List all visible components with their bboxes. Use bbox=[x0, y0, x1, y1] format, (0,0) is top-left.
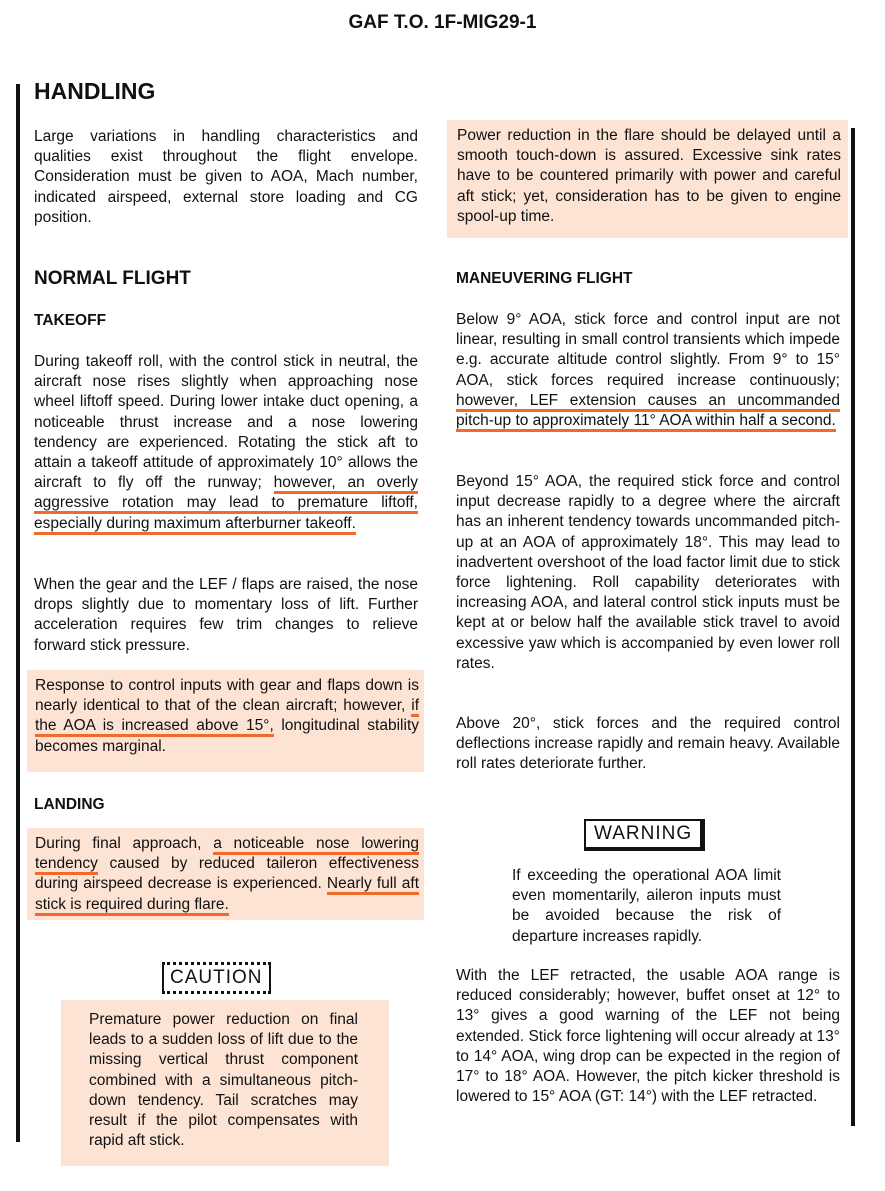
landing-underlined-text-2: Nearly full aft stick is required during flare. bbox=[35, 875, 419, 915]
response-text: Response to control inputs with gear and flaps down is nearly identical to that of the clean aircraft; however, bbox=[35, 677, 419, 715]
landing-paragraph bbox=[35, 834, 419, 915]
takeoff-underlined-text: however, an overly aggressive rotation may lead to premature liftoff, especially during maximum afterburner takeoff. bbox=[34, 474, 418, 534]
landing-text-mid: caused by reduced taileron effectiveness during airspeed decrease is experienced. bbox=[35, 855, 419, 893]
maneuvering-underlined-text: however, LEF extension causes an uncommanded pitch-up to approximately 11° AOA within half a second. bbox=[456, 392, 840, 432]
landing-underlined-text-1: a noticeable nose lowering tendency bbox=[35, 835, 419, 875]
document-header: GAF T.O. 1F-MIG29-1 bbox=[348, 12, 537, 33]
takeoff-heading: TAKEOFF bbox=[34, 312, 107, 329]
normal-flight-heading: NORMAL FLIGHT bbox=[34, 268, 191, 289]
power-reduction-text: Power reduction in the flare should be delayed until a smooth touch-down is assured. Excessive sink rates have to be countered primarily with power and careful aft stick; yet, consideration has to be given to engine spool-up time. bbox=[457, 127, 841, 225]
landing-highlight-box bbox=[27, 828, 424, 920]
takeoff-paragraph bbox=[34, 352, 418, 534]
handling-intro: Large variations in handling characteristics and qualities exist throughout the flight envelope. Consideration must be given to AOA, Mach number, indicated airspeed, external store loading and CG position. bbox=[34, 128, 418, 226]
landing-heading: LANDING bbox=[34, 796, 105, 813]
caution-text: Premature power reduction on final leads to a sudden loss of lift due to the missing vertical thrust component combined with a simultaneous pitch-down tendency. Tail scratches may result if the pilot compensates with rapid aft stick. bbox=[89, 1011, 358, 1150]
maneuvering-paragraph-4: With the LEF retracted, the usable AOA range is reduced considerably; however, buffet onset at 12° to 13° gives a good warning of the LEF not being extended. Stick force lightening will occur already at 13° to 14° AOA, wing drop can be expected in the region of 17° to 18° AOA. However, the pitch kicker threshold is lowered to 15° AOA (GT: 14°) with the LEF retracted. bbox=[456, 967, 840, 1106]
warning-label: WARNING bbox=[584, 819, 705, 851]
maneuvering-paragraph-1 bbox=[456, 310, 840, 431]
warning-text: If exceeding the operational AOA limit even momentarily, aileron inputs must be avoided because the risk of departure increases rapidly. bbox=[512, 867, 781, 945]
maneuvering-paragraph-3: Above 20°, stick forces and the required control deflections increase rapidly and remain heavy. Available roll rates deteriorate further. bbox=[456, 715, 840, 773]
maneuvering-text-1: Below 9° AOA, stick force and control input are not linear, resulting in small control transients which impede e.g. accurate altitude control slightly. From 9° to 15° AOA, stick forces required increase continuously; bbox=[456, 311, 840, 389]
response-underlined-text: if the AOA is increased above 15°, bbox=[35, 697, 419, 737]
power-reduction-box bbox=[447, 120, 848, 238]
response-paragraph bbox=[35, 676, 419, 757]
maneuvering-flight-heading: MANEUVERING FLIGHT bbox=[456, 270, 633, 287]
change-bar-right bbox=[851, 128, 855, 1126]
caution-label: CAUTION bbox=[162, 962, 271, 994]
landing-text: During final approach, bbox=[35, 835, 202, 852]
maneuvering-paragraph-2: Beyond 15° AOA, the required stick force and control input decrease rapidly to a degree where the aircraft has an inherent tendency towards uncommanded pitch-up at an AOA of approximately 18°. This may lead to inadvertent overshoot of the load factor limit due to stick force lightening. Roll capability deteriorates with increasing AOA, and lateral control stick inputs must be kept at or below half the available stick travel to avoid excessive yaw which is accompanied by even lower roll rates. bbox=[456, 473, 840, 672]
gear-lef-paragraph: When the gear and the LEF / flaps are raised, the nose drops slightly due to momentary loss of lift. Further acceleration requires few trim changes to relieve forward stick pressure. bbox=[34, 576, 418, 654]
takeoff-text: During takeoff roll, with the control stick in neutral, the aircraft nose rises slightly when approaching nose wheel liftoff speed. During lower intake duct opening, a noticeable thrust increase and a nose lowering tendency are experienced. Rotating the stick aft to attain a takeoff attitude of approximately 10° allows the aircraft to fly off the runway; bbox=[34, 353, 418, 492]
handling-heading: HANDLING bbox=[34, 78, 156, 104]
response-text-end: longitudinal stability becomes marginal. bbox=[35, 717, 419, 755]
response-highlight-box bbox=[27, 670, 424, 772]
change-bar-left bbox=[16, 84, 20, 1142]
